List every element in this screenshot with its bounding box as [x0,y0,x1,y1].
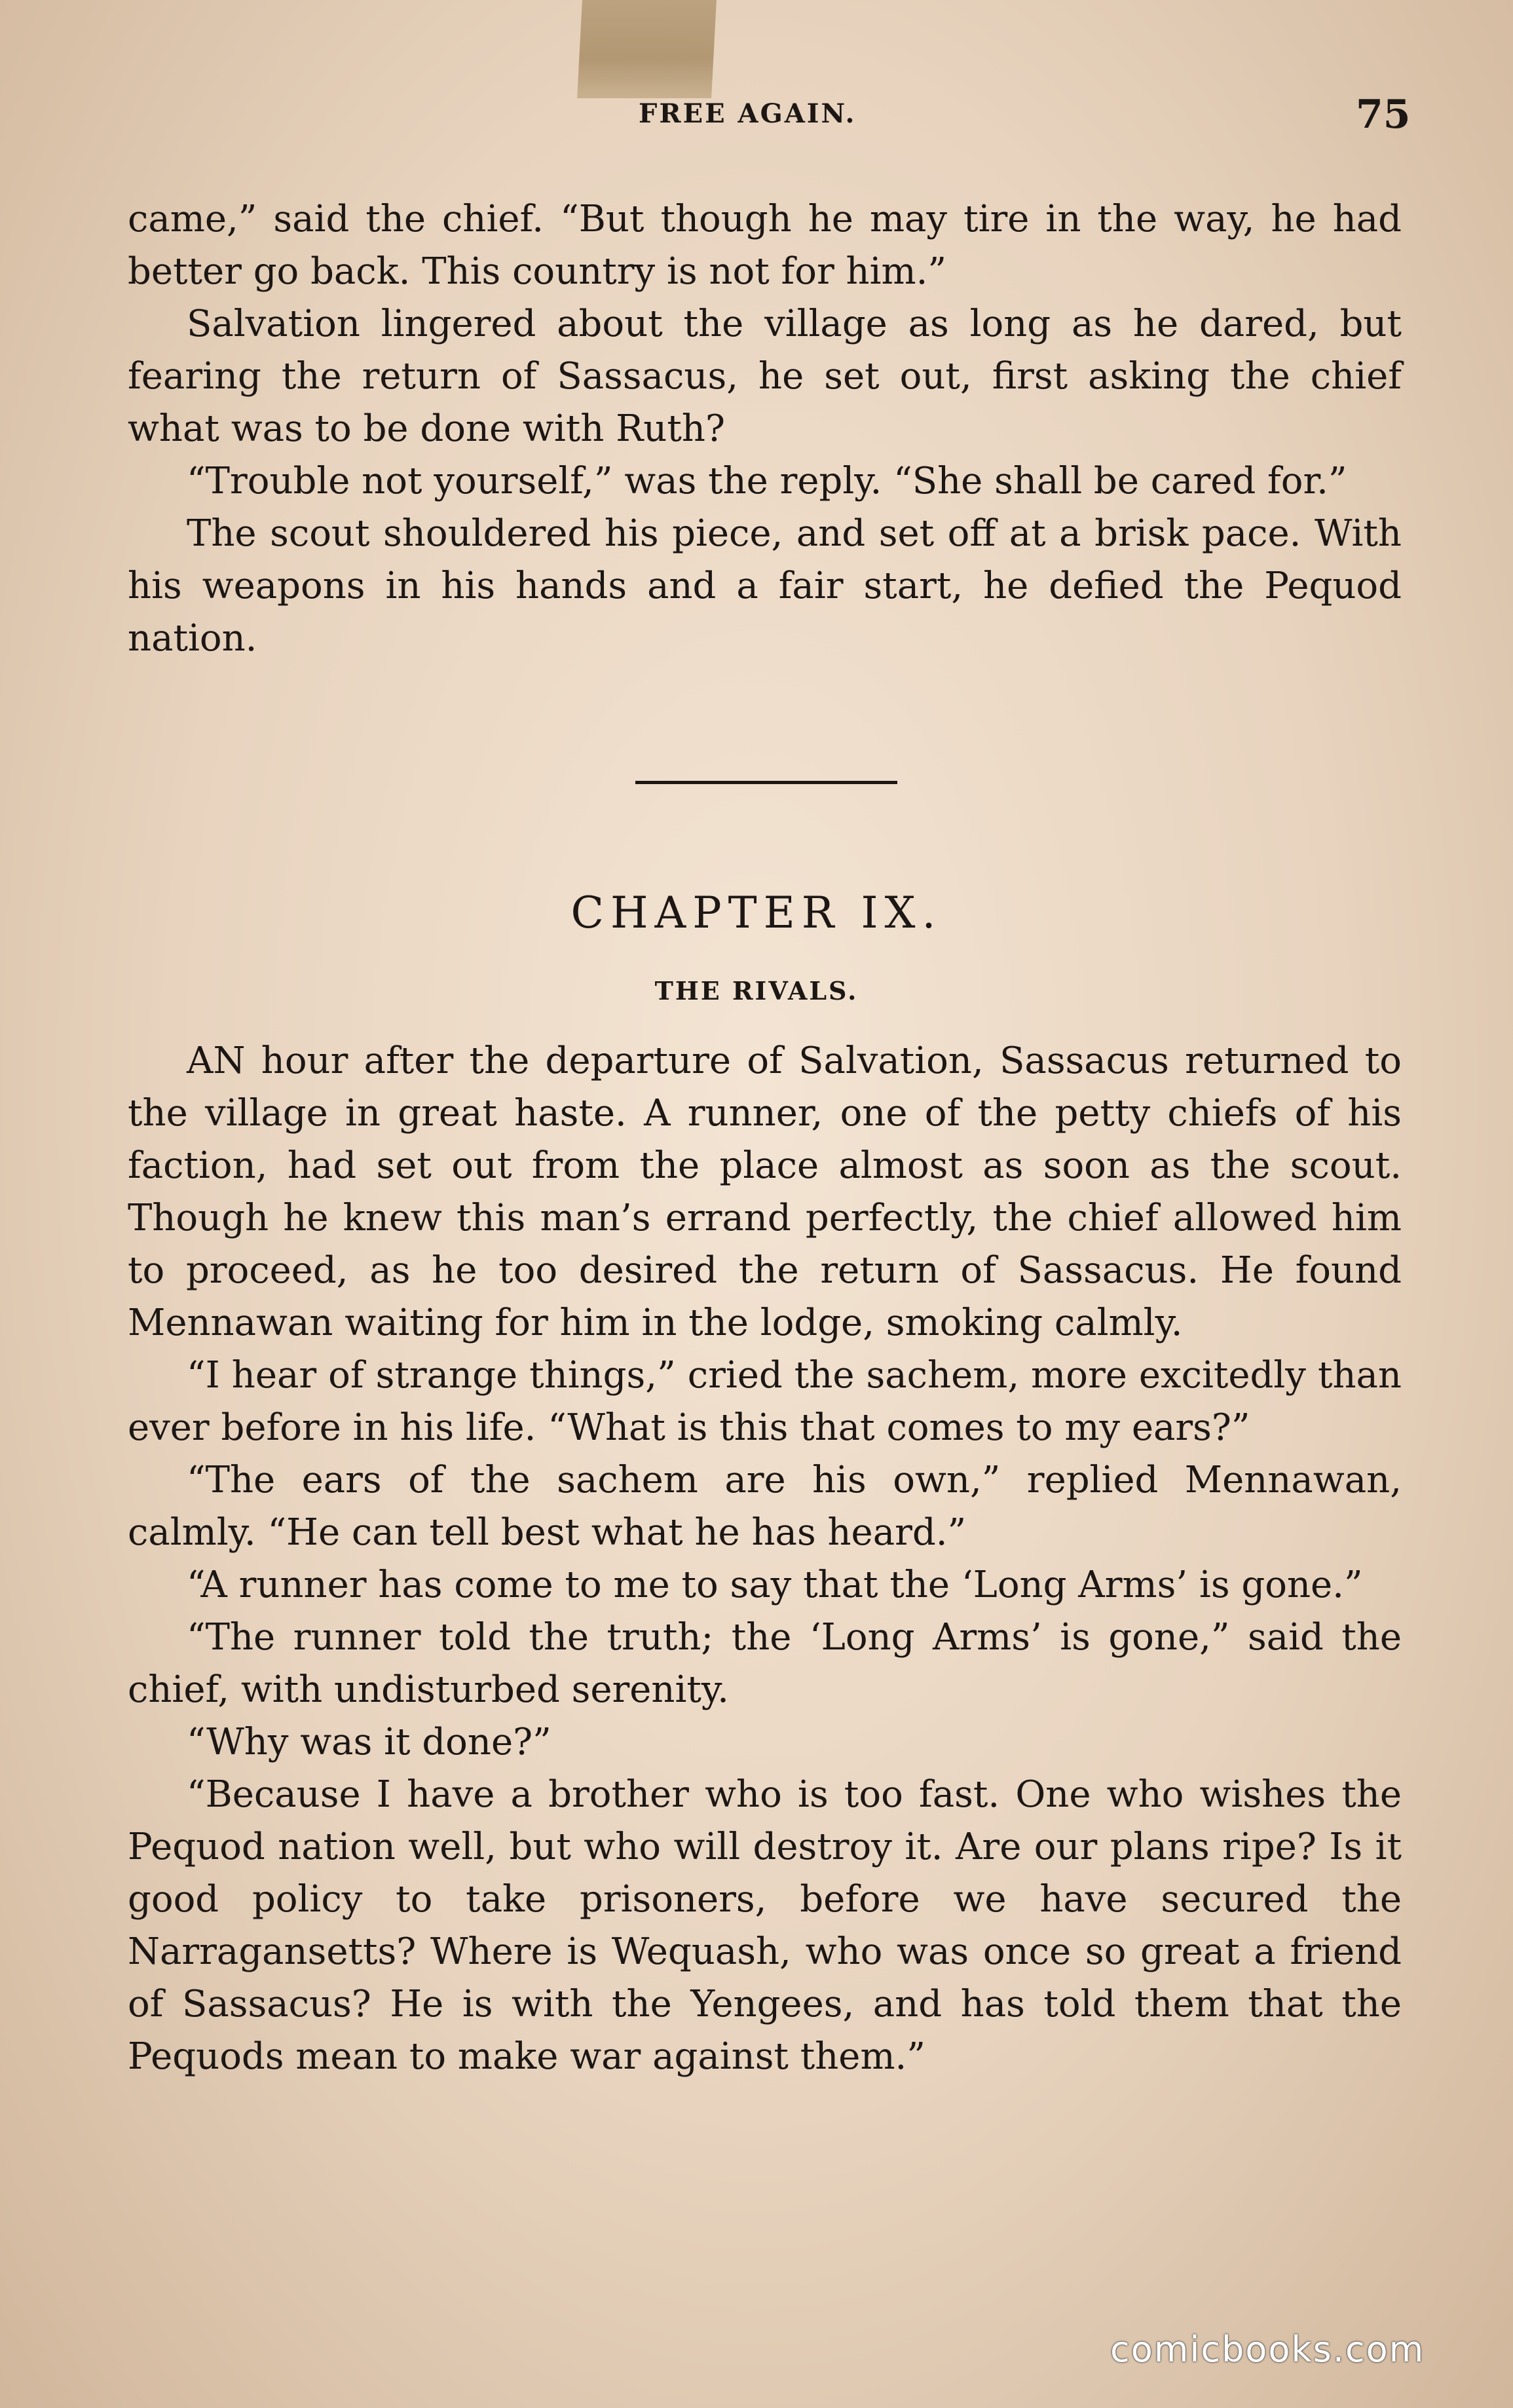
paragraph: “I hear of strange things,” cried the sachem, more excitedly than ever before in his life. “What is this that comes to my ears?” [128,1354,1402,1449]
paragraph: “Why was it done?” [187,1721,551,1763]
continuation-text [128,193,1402,665]
chapter-text [128,1035,1402,2083]
chapter-title: CHAPTER IX. [570,888,943,938]
paragraph: “The ears of the sachem are his own,” replied Mennawan, calmly. “He can tell best what he has heard.” [128,1459,1402,1554]
paragraph: came,” said the chief. “But though he may tire in the way, he had better go back. This country is not for him.” [128,198,1402,293]
paragraph: “Trouble not yourself,” was the reply. “She shall be cared for.” [187,460,1347,502]
paragraph: The scout shouldered his piece, and set off at a brisk pace. With his weapons in his hands and a fair start, he defied the Pequod nation. [128,512,1402,660]
paragraph: “The runner told the truth; the ‘Long Arms’ is gone,” said the chief, with undisturbed serenity. [128,1616,1402,1711]
section-divider [635,781,897,784]
paragraph: Salvation lingered about the village as long as he dared, but fearing the return of Sassacus, he set out, first asking the chief what was to be done with Ruth? [128,303,1402,450]
chapter-subtitle: THE RIVALS. [654,976,859,1006]
tape-strip [577,0,717,98]
paragraph: “A runner has come to me to say that the ‘Long Arms’ is gone.” [187,1564,1363,1606]
paragraph: AN hour after the departure of Salvation, Sassacus returned to the village in great haste. A runner, one of the petty chiefs of his faction, had set out from the place almost as soon as the scout. Though he knew this man’s errand perfectly, the chief allowed him to proceed, as he too desired the return of Sassacus. He found Mennawan waiting for him in the lodge, smoking calmly. [128,1040,1402,1344]
paragraph: “Because I have a brother who is too fast. One who wishes the Pequod nation well, but who will destroy it. Are our plans ripe? Is it good policy to take prisoners, before we have secured the Narragansetts? Where is Wequash, who was once so great a friend of Sassacus? He is with the Yengees, and has told them that the Pequods mean to make war against them.” [128,1773,1402,2078]
running-head: FREE AGAIN. [639,98,857,129]
watermark: comicbooks.com [1110,2329,1425,2370]
page-number: 75 [1356,92,1411,138]
